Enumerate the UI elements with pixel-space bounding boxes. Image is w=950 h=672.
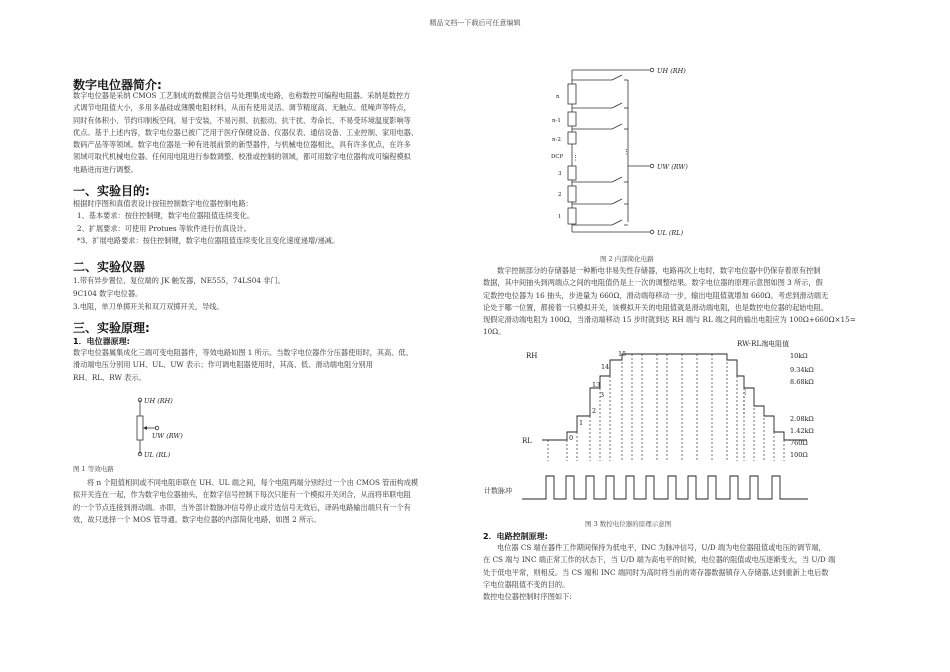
text-line: 拟开关连在一起，作为数字电位器抽头，在数字信号控制下每次只能有一个模拟开关闭合，从而将串联电阻 (73, 490, 411, 500)
label-uh: UH (RH) (657, 67, 686, 75)
resistance-value: 100Ω (790, 451, 808, 459)
tap-label: 2 (558, 192, 562, 198)
resistor (568, 186, 576, 202)
text-line: 数控电位器控制时序图如下: (483, 592, 572, 602)
tap-label: n (556, 94, 560, 100)
label-rl: RL (522, 437, 532, 445)
label-rh: RH (526, 352, 538, 360)
resistance-value: 10kΩ (790, 352, 808, 360)
ellipsis-dots: ⋮ (572, 154, 579, 162)
section-3-body-2 (73, 477, 418, 526)
label-uw: UW (RW) (657, 163, 688, 171)
principle-paragraph (483, 265, 856, 339)
text-line: 数码产品等等领域。数字电位器是一种有进展前景的新型器件，与机械电位器相比，具有许多优点，在许多 (73, 140, 411, 150)
tap-label: n-2 (552, 137, 561, 143)
fig3-title: RW-RL端电阻值 (737, 340, 790, 348)
text-line: 处于低电平常，则相反。当 CS 端和 INC 端同时为高时将当前的寄存器数据镇存入存储器,达到重新上电后数 (483, 567, 829, 577)
terminal-uw (650, 164, 654, 168)
dashed-guides (548, 354, 784, 461)
text-line: 领域可取代机械电位器。任何用电阻进行参数调整、校准或控制的领域，都可用数字电位器构成可编程模拟 (73, 152, 411, 162)
section-1-body (73, 198, 339, 247)
figure-2-internal-circuit (550, 62, 710, 238)
wiper-arrow (143, 426, 147, 430)
step-label: 0 (569, 434, 574, 442)
step-label: 15 (618, 350, 627, 358)
step-label: 14 (601, 363, 610, 371)
resistance-value: 1.42kΩ (790, 427, 814, 435)
section-1-title: 一、实验目的: (73, 184, 150, 198)
intro-title: 数字电位器简介: (73, 78, 162, 92)
text-line: 论处于哪一位置，都接着一只模拟开关，该模拟开关的电阻值就是滑动端电阻，也是数控电位器的起始电阻。 (483, 302, 829, 312)
tap-label: DCP (551, 154, 564, 160)
step-label: 2 (592, 407, 597, 415)
resistor (568, 208, 576, 224)
text-line: 的一个节点连接到滑动端。亦即，当外部计数脉冲信号停止或片选信号无效后，译码电路输出端只有一个有 (73, 502, 411, 512)
text-line: 根据时序图和真值表设计按钮控制数字电位器控制电路： (73, 199, 253, 208)
ellipsis-dots: ⋮ (742, 388, 749, 396)
text-line: 数据，其中间抽头到两端点之间的电阻值仍是上一次的调整结果。数字电位器的原理示意图如图 3 所示，假 (483, 278, 823, 288)
figure-3-principle-diagram (482, 336, 842, 510)
text-line: 数字控制部分的存储器是一种断电非易失性存储器，电路再次上电时，数字电位器中仍保存着原有控制 (497, 266, 821, 275)
figure-2-caption: 图 2 内部简化电路 (600, 255, 654, 263)
section-3-subtitle: 1．电位器原理: (73, 337, 130, 346)
section-3-title: 三、实验原理: (73, 321, 150, 335)
pulse-train (522, 476, 808, 499)
intro-paragraph (73, 90, 418, 176)
text-line: *3、扩展电路要求：按住控制键，数字电位器阻值连续变化且变化速度递增/递减。 (77, 235, 340, 245)
tap-label: 1 (558, 214, 562, 220)
resistor (137, 416, 143, 440)
text-line: 电路进而进行调整。 (73, 164, 138, 174)
terminal-uh (650, 68, 654, 72)
control-principle-title: 2．电路控制原理: (483, 532, 548, 541)
text-line: 2、扩展要求：可使用 Protues 等软件进行仿真设计。 (77, 223, 251, 233)
text-line: 现假定滑动端电阻为 100Ω，当滑动端移动 15 步时就到达 RH 端与 RL 端之间的输出电阻应为 100Ω+660Ω×15= (483, 315, 856, 325)
resistance-value: 760Ω (790, 439, 808, 447)
text-line: 数字电位器属集成化三端可变电阻器件，等效电路如图 1 所示。当数字电位器作分压器使用时，其高、低、 (73, 348, 413, 357)
text-line: 定数控电位器为 16 抽头，步进量为 660Ω，滑动端每移动一步，输出电阻值就增加 660Ω。考虑到滑动端无 (483, 290, 829, 300)
text-line: 在 CS 端与 INC 端正常工作的状态下，当 U/D 端为高电平的时候，电位器的阻值或电压逐渐变大，当 U/D 端 (483, 555, 836, 565)
label-ul: UL (RL) (657, 229, 684, 237)
text-line: 效，故只选择一个 MOS 管导通。数字电位器的内部简化电路，如图 2 所示。 (73, 514, 321, 524)
resistor (568, 166, 576, 180)
switch-taps (572, 75, 628, 225)
label-ul: UL (RL) (144, 451, 171, 459)
section-2-title: 二、实验仪器 (73, 260, 146, 274)
text-line: 式调节电阻值大小，多用多晶硅或薄膜电阻材料，从而有使用灵活、调节精度高、无触点、低噪声等特点， (73, 103, 411, 113)
text-line: 滑动端电压分别用 UH、UL、UW 表示；作可调电阻器使用时，其高、低、滑动端电阻分别用 (73, 360, 373, 370)
figure-3-caption: 图 3 数控电位器的原理示意图 (585, 520, 672, 528)
page-header: 精品文档---下载后可任意编辑 (429, 19, 521, 27)
tap-label: n-1 (552, 118, 561, 124)
text-line: 3.电阻，单刀单掷开关和双刀双掷开关，导线。 (73, 302, 224, 311)
step-label: 13 (592, 381, 601, 389)
resistance-value: 2.08kΩ (790, 415, 814, 423)
pulse-label: 计数脉冲 (484, 487, 512, 495)
text-line: 将 n 个阻值相同或不同电阻串联在 UH、UL 端之间，每个电阻两端分别经过一个由 CMOS 管而构成模 (87, 478, 419, 487)
text-line: 1.带有异步置位、复位端的 JK 触发器，NE555，74LS04 非门。 (73, 276, 285, 285)
section-3-body (73, 347, 413, 384)
staircase-down (657, 354, 807, 440)
label-uh: UH (RH) (144, 397, 173, 405)
control-principle-body (483, 542, 835, 603)
resistance-value: 8.68kΩ (790, 378, 814, 386)
text-line: RH、RL、RW 表示。 (73, 372, 146, 382)
resistor (568, 132, 576, 144)
figure-1-caption: 图 1 等效电路 (73, 465, 114, 473)
text-line: 电位器 CS 端在器件工作期间保持为低电平，INC 为脉冲信号，U/D 端为电位器阻值或电压的调节端， (497, 543, 826, 552)
resistor (568, 112, 576, 126)
resistor (568, 84, 576, 104)
text-line: 9C104 数字电位器。 (73, 289, 143, 298)
text-line: 数字电位器是采纳 CMOS 工艺制成的数模混合信号处理集成电路，也称数控可编程电阻器。采纳是数控方 (73, 91, 411, 100)
terminal-ul (650, 230, 654, 234)
text-line: 10Ω。 (483, 327, 506, 337)
step-label: 3 (600, 391, 605, 399)
ellipsis-dots: ⋮ (623, 148, 630, 156)
text-line: 同时有体积小、节约印制板空间，易于安装，不易污损、抗振动、抗干扰、寿命长、不易受环境温度影响等 (73, 115, 411, 125)
text-line: 优点。基于上述内容，数字电位器已被广泛用于医疗保健设备、仪器仪表、通信设备、工业控制、家用电器、 (73, 127, 419, 137)
section-2-body (73, 274, 285, 313)
figure-1-equivalent-circuit (100, 392, 210, 464)
step-label: 1 (579, 419, 584, 427)
label-uw: UW (RW) (152, 432, 183, 440)
resistance-value: 9.34kΩ (790, 366, 814, 374)
tap-label: 3 (558, 171, 562, 177)
text-line: 1、基本要求：按住控制键，数字电位器阻值连续变化。 (77, 211, 255, 221)
text-line: 字电位器阻值不变的目的。 (483, 579, 570, 589)
